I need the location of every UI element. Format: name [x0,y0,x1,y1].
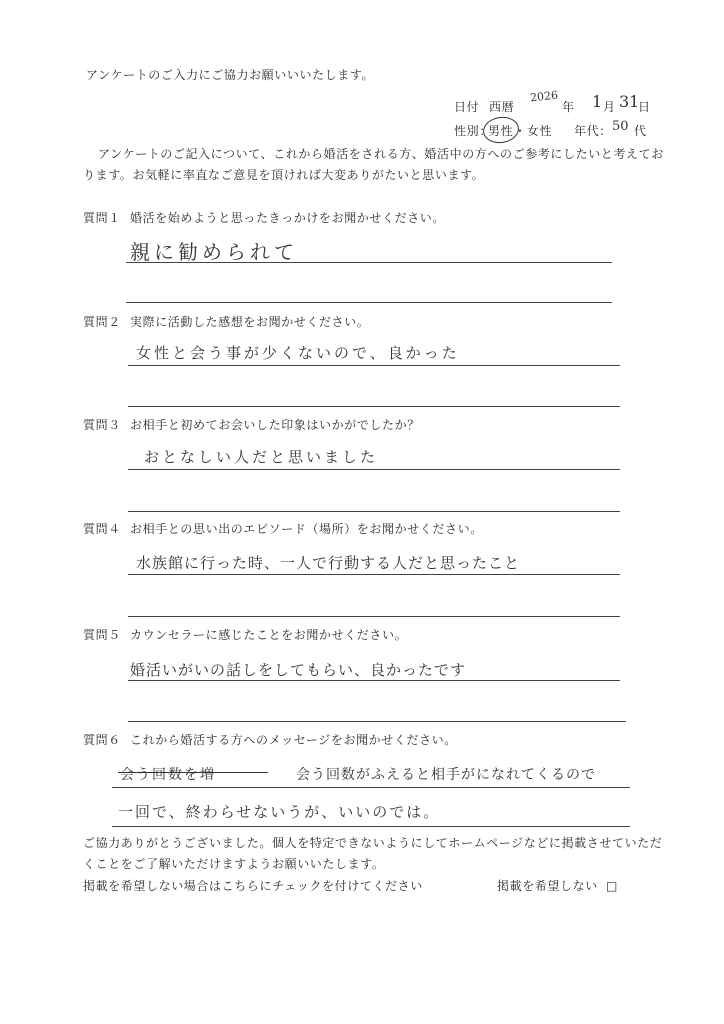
preface-line-2: ります。お気軽に率直なご意見を頂ければ大変ありがたいと思います。 [83,168,485,182]
question-3-label: 質問３ [83,418,121,432]
question-1-answer: 親に勧められて [130,240,298,264]
question-2-answer: 女性と会う事が少くないので、良かった [136,344,460,362]
question-6-answer-line-rule-1 [112,787,630,788]
question-5-answer: 婚活いがいの話しをしてもらい、良かったです [130,661,467,679]
question-3-text: お相手と初めてお会いした印象はいかがでしたか？ [130,418,420,432]
question-6-answer-line-rule-2 [112,826,630,827]
question-2-label: 質問２ [83,315,121,329]
age-value: 50 [612,119,629,134]
question-4-answer: 水族館に行った時、一人で行動する人だと思ったこと [136,554,521,572]
age-label: 年代： [574,124,612,138]
question-1-answer-line-2 [126,302,612,303]
question-6-label: 質問６ [83,733,121,747]
question-6-answer-line-1: 会う回数がふえると相手がになれてくるので [296,767,596,783]
date-day-unit: 日 [638,100,651,114]
date-month-unit: 月 [603,100,616,114]
question-6-strikethrough [118,772,268,773]
date-year-value: 2026 [529,88,559,105]
closing-line-1: ご協力ありがとうございました。個人を特定できないようにしてホームページなどに掲載させていただ [83,836,663,850]
gender-female: 女性 [527,124,553,138]
question-1-label: 質問１ [83,211,121,225]
question-5-text: カウンセラーに感じたことをお聞かせください。 [130,628,408,642]
opt-out-label: 掲載を希望しない [497,879,598,893]
date-year-unit: 年 [562,100,575,114]
question-5-label: 質問５ [83,628,121,642]
gender-male: 男性 [488,124,514,138]
gender-label: 性別： [454,124,492,138]
question-4-text: お相手との思い出のエピソード（場所）をお聞かせください。 [130,522,483,536]
question-2-answer-line-1 [128,365,620,366]
question-5-answer-line-1 [128,680,620,681]
question-1-answer-line-1 [126,262,612,263]
question-4-answer-line-1 [128,574,620,575]
question-1-text: 婚活を始めようと思ったきっかけをお聞かせください。 [130,211,446,225]
date-day-value: 31 [619,92,640,111]
date-label: 日付 [454,100,480,114]
question-2-answer-line-2 [128,406,620,407]
opt-out-checkbox[interactable]: □ [606,879,618,893]
question-6-answer-struck: 会う回数を増 [120,767,216,783]
question-5-answer-line-2 [128,721,626,722]
question-6-answer-line-2: 一回で、終わらせないうが、いいのでは。 [118,803,441,821]
intro-text: アンケートのご入力にご協力お願いいいたします。 [86,68,375,82]
date-month-value: 1 [592,92,603,111]
question-4-label: 質問４ [83,522,121,536]
opt-out-note: 掲載を希望しない場合はこちらにチェックを付けてください [83,879,423,893]
closing-line-2: くことをご了解いただけますようお願いいたします。 [83,857,385,871]
question-2-text: 実際に活動した感想をお聞かせください。 [130,315,370,329]
question-3-answer-line-2 [128,511,620,512]
age-unit: 代 [634,124,647,138]
gender-separator: ・ [514,124,527,138]
preface-line-1: アンケートのご記入について、これから婚活をされる方、婚活中の方へのご参考にしたいと考えてお [98,147,664,161]
question-6-text: これから婚活する方へのメッセージをお聞かせください。 [130,733,457,747]
question-3-answer-line-1 [128,469,620,470]
date-era: 西暦 [489,100,515,114]
question-3-answer: おとなしい人だと思いました [144,448,379,466]
question-4-answer-line-2 [128,616,620,617]
